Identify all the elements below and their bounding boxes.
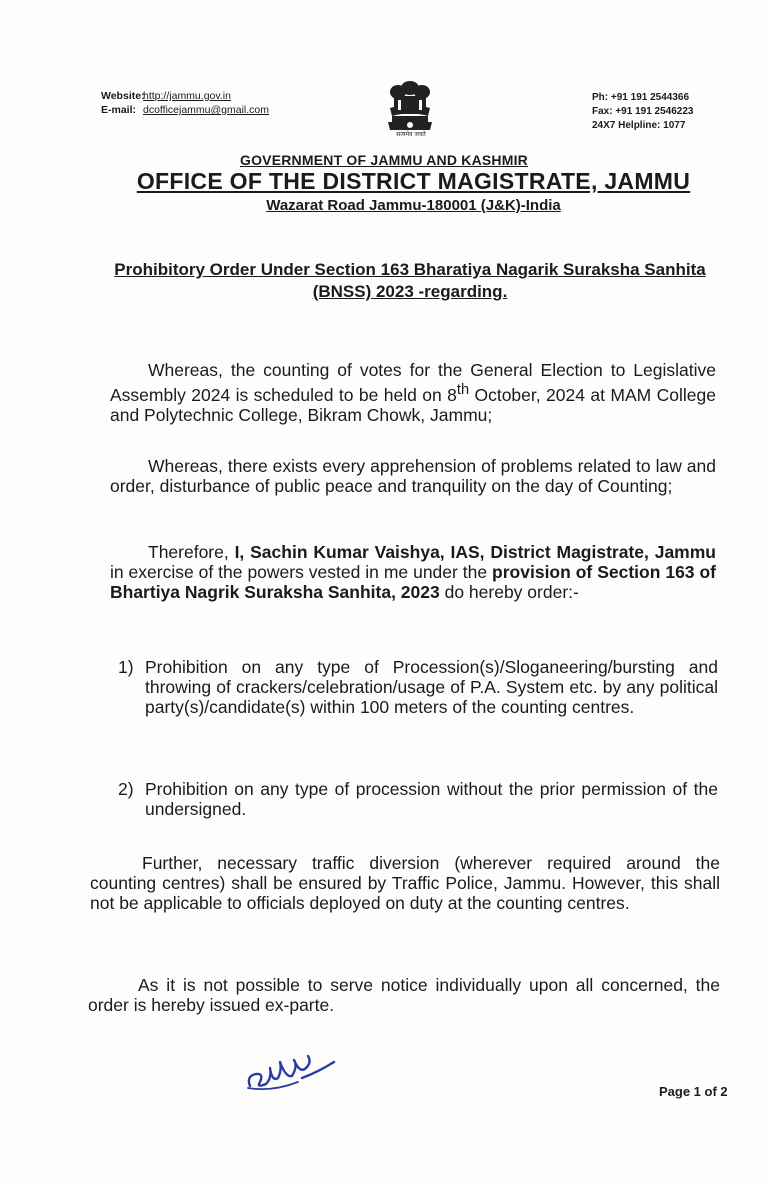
national-emblem-icon <box>380 78 440 134</box>
emblem-motto: सत्यमेव जयते <box>396 131 426 138</box>
p3-magistrate-name: I, Sachin Kumar Vaishya, IAS, District Magistrate, Jammu <box>228 542 716 562</box>
p1-superscript: th <box>456 382 470 398</box>
government-title: GOVERNMENT OF JAMMU AND KASHMIR <box>239 152 528 168</box>
email-label: E-mail: <box>101 104 137 116</box>
fax-number: Fax: +91 191 2546223 <box>592 106 694 117</box>
order-item-1-text: Prohibition on any type of Procession(s)/Sloganeering/bursting and throwing of crackers/celebration/usage of P.A. System etc. by any political party(s)/candidate(s) within 100 meters of the counting centres. <box>145 657 718 717</box>
helpline-number: 24X7 Helpline: 1077 <box>592 120 686 131</box>
website-link[interactable]: http://jammu.gov.in <box>143 90 231 102</box>
order-item-2-number: 2) <box>118 779 134 799</box>
order-subject: Prohibitory Order Under Section 163 Bharatiya Nagarik Suraksha Sanhita (BNSS) 2023 -regarding. <box>114 260 706 301</box>
p3-provision: provision of Section 163 of Bhartiya Nagrik Suraksha Sanhita, 2023 <box>110 562 716 602</box>
contact-left <box>101 89 269 117</box>
order-item-1 <box>118 657 718 717</box>
paragraph-ex-parte: As it is not possible to serve notice individually upon all concerned, the order is hereby issued ex-parte. <box>88 975 720 1015</box>
order-item-2-text: Prohibition on any type of procession without the prior permission of the undersigned. <box>145 779 718 819</box>
p3-therefore: Therefore, <box>148 542 229 562</box>
signature-icon <box>242 1048 342 1098</box>
paragraph-counting-votes <box>110 360 716 425</box>
page-number: Page 1 of 2 <box>659 1084 728 1099</box>
p1-text-a: Whereas, the counting of votes for the General Election to Legislative Assembly 2024 is scheduled to be held on 8 <box>110 360 716 405</box>
office-title: OFFICE OF THE DISTRICT MAGISTRATE, JAMMU <box>136 168 691 194</box>
contact-right <box>592 91 693 133</box>
paragraph-apprehension: Whereas, there exists every apprehension of problems related to law and order, disturbance of public peace and tranquility on the day of Counting; <box>110 456 716 496</box>
p1-text-b: October, 2024 at MAM College and Polytechnic College, Bikram Chowk, Jammu; <box>110 384 716 425</box>
order-item-2 <box>118 779 718 819</box>
paragraph-order <box>110 542 716 602</box>
p3-text: in exercise of the powers vested in me under the <box>110 562 493 582</box>
order-item-1-number: 1) <box>118 657 134 677</box>
phone-number: Ph: +91 191 2544366 <box>592 92 690 103</box>
p3-order-text: do hereby order:- <box>439 582 579 602</box>
paragraph-traffic: Further, necessary traffic diversion (wherever required around the counting centres) shall be ensured by Traffic Police, Jammu. However, this shall not be applicable to officials deployed on duty at the counting centres. <box>90 853 720 913</box>
email-link[interactable]: dcofficejammu@gmail.com <box>143 104 270 116</box>
website-label: Website: <box>101 90 145 102</box>
office-address: Wazarat Road Jammu-180001 (J&K)-India <box>266 197 561 214</box>
